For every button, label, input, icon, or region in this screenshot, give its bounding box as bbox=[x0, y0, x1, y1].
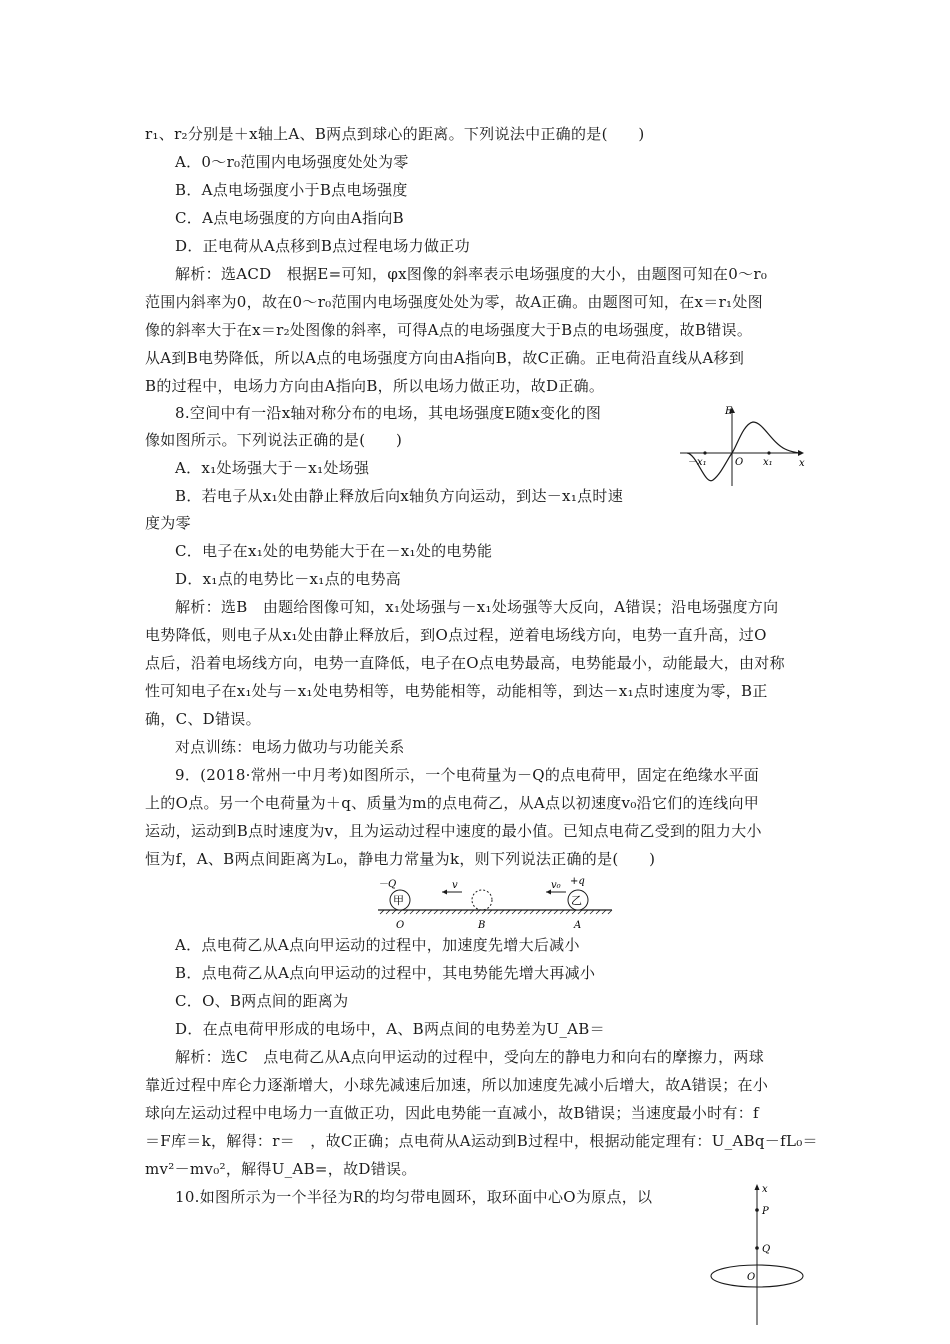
section-heading: 对点训练：电场力做功与功能关系 bbox=[175, 738, 405, 756]
q9-stem-line: 恒为f，A、B两点间距离为L₀，静电力常量为k，则下列说法正确的是( ) bbox=[145, 850, 656, 868]
q7-analysis-line: 解析：选ACD 根据E=可知，φx图像的斜率表示电场强度的大小，由题图可知在0～r₀ bbox=[175, 265, 768, 283]
q7-option-c: C．A点电场强度的方向由A指向B bbox=[175, 209, 404, 227]
q9-analysis-line: mv²－mv₀²，解得U_AB=，故D错误。 bbox=[145, 1160, 417, 1178]
x-axis-label: x bbox=[762, 1184, 768, 1195]
q8-analysis-line: 解析：选B 由题给图像可知，x₁处场强与－x₁处场强等大反向，A错误；沿电场强度方向 bbox=[175, 598, 779, 616]
point-q-label: Q bbox=[762, 1244, 771, 1255]
pos-x1-label: x₁ bbox=[763, 457, 773, 468]
point-p bbox=[755, 1208, 759, 1212]
q7-option-a: A．0～r₀范围内电场强度处处为零 bbox=[175, 153, 409, 171]
point-q bbox=[755, 1246, 759, 1250]
q8-analysis-line: 电势降低，则电子从x₁处由静止释放后，到O点过程，逆着电场线方向，电势一直升高，过O bbox=[145, 626, 767, 644]
q9-figure bbox=[370, 872, 620, 934]
charge-neg-label: －Q bbox=[378, 879, 397, 890]
neg-x1-label: －x₁ bbox=[687, 457, 707, 468]
q7-analysis-line: 像的斜率大于在x＝r₂处图像的斜率，可得A点的电场强度大于B点的电场强度，故B错误。 bbox=[145, 321, 753, 339]
q8-option-b-cont: 度为零 bbox=[145, 514, 191, 532]
pos-x1-point bbox=[767, 451, 770, 454]
q9-analysis-line: ＝F库＝k，解得：r＝ ，故C正确；点电荷从A运动到B过程中，根据动能定理有：U_ABq－fL₀＝ bbox=[145, 1132, 818, 1150]
v0-label: v₀ bbox=[551, 880, 561, 891]
point-p-label: P bbox=[762, 1206, 769, 1217]
q10-ring-figure bbox=[705, 1180, 820, 1330]
charge-jia-label: 甲 bbox=[393, 894, 404, 907]
q8-stem-line: 像如图所示。下列说法正确的是( ) bbox=[145, 431, 403, 449]
q8-stem-line: 8.空间中有一沿x轴对称分布的电场，其电场强度E随x变化的图 bbox=[175, 404, 602, 422]
q10-stem-line: 10.如图所示为一个半径为R的均匀带电圆环，取环面中心O为原点，以 bbox=[175, 1188, 653, 1206]
point-b-label: B bbox=[478, 920, 486, 931]
neg-x1-point bbox=[703, 451, 706, 454]
q9-stem-line: 9．(2018·常州一中月考)如图所示，一个电荷量为－Q的点电荷甲，固定在绝缘水平面 bbox=[175, 766, 760, 784]
q9-option-a: A．点电荷乙从A点向甲运动的过程中，加速度先增大后减小 bbox=[175, 936, 580, 954]
q7-stem-continuation: r₁、r₂分别是＋x轴上A、B两点到球心的距离。下列说法中正确的是( ) bbox=[145, 125, 645, 143]
q8-analysis-line: 点后，沿着电场线方向，电势一直降低，电子在O点电势最高，电势能最小，动能最大，由对称 bbox=[145, 654, 785, 672]
q7-analysis-line: B的过程中，电场力方向由A指向B，所以电场力做正功，故D正确。 bbox=[145, 377, 605, 395]
origin-label: O bbox=[735, 457, 744, 468]
charge-yi-label: 乙 bbox=[571, 894, 582, 907]
q9-analysis-line: 球向左运动过程中电场力一直做正功，因此电势能一直减小，故B错误；当速度最小时有：f bbox=[145, 1104, 759, 1122]
x-axis-arrowhead bbox=[755, 1184, 760, 1190]
q8-analysis-line: 性可知电子在x₁处与－x₁处电势相等，电势能相等，动能相等，到达－x₁点时速度为零，B正 bbox=[145, 682, 768, 700]
e-field-curve bbox=[687, 422, 799, 481]
q8-option-b: B．若电子从x₁处由静止释放后向x轴负方向运动，到达－x₁点时速 bbox=[175, 487, 624, 505]
q9-analysis-line: 靠近过程中库仑力逐渐增大，小球先减速后加速，所以加速度先减小后增大，故A错误；在小 bbox=[145, 1076, 769, 1094]
ball-at-b bbox=[472, 890, 492, 910]
q8-analysis-line: 确，C、D错误。 bbox=[145, 710, 261, 728]
q9-option-d: D．在点电荷甲形成的电场中，A、B两点间的电势差为U_AB＝ bbox=[175, 1020, 605, 1038]
q7-analysis-line: 从A到B电势降低，所以A点的电场强度方向由A指向B，故C正确。正电荷沿直线从A移到 bbox=[145, 349, 745, 367]
x-axis-label: x bbox=[799, 458, 805, 469]
q9-analysis-line: 解析：选C 点电荷乙从A点向甲运动的过程中，受向左的静电力和向右的摩擦力，两球 bbox=[175, 1048, 765, 1066]
q9-option-c: C．O、B两点间的距离为 bbox=[175, 992, 349, 1010]
v-arrowhead bbox=[442, 890, 447, 895]
point-a-label: A bbox=[574, 920, 582, 931]
e-axis-label: E bbox=[725, 406, 733, 417]
charge-pos-label: +q bbox=[570, 876, 585, 887]
point-o-label: O bbox=[396, 920, 405, 931]
q8-option-a: A．x₁处场强大于－x₁处场强 bbox=[175, 459, 370, 477]
q7-option-b: B．A点电场强度小于B点电场强度 bbox=[175, 181, 408, 199]
origin-label: O bbox=[747, 1272, 756, 1283]
q7-option-d: D．正电荷从A点移到B点过程电场力做正功 bbox=[175, 237, 470, 255]
q9-option-b: B．点电荷乙从A点向甲运动的过程中，其电势能先增大再减小 bbox=[175, 964, 596, 982]
q9-stem-line: 运动，运动到B点时速度为v，且为运动过程中速度的最小值。已知点电荷乙受到的阻力大小 bbox=[145, 822, 762, 840]
q8-option-c: C．电子在x₁处的电势能大于在－x₁处的电势能 bbox=[175, 542, 493, 560]
q7-analysis-line: 范围内斜率为0，故在0～r₀范围内电场强度处处为零，故A正确。由题图可知，在x＝r₁处图 bbox=[145, 293, 763, 311]
q9-stem-line: 上的O点。另一个电荷量为＋q、质量为m的点电荷乙，从A点以初速度v₀沿它们的连线向甲 bbox=[145, 794, 760, 812]
q8-e-x-graph bbox=[675, 402, 810, 490]
q8-option-d: D．x₁点的电势比－x₁点的电势高 bbox=[175, 570, 402, 588]
v-label: v bbox=[452, 880, 458, 891]
